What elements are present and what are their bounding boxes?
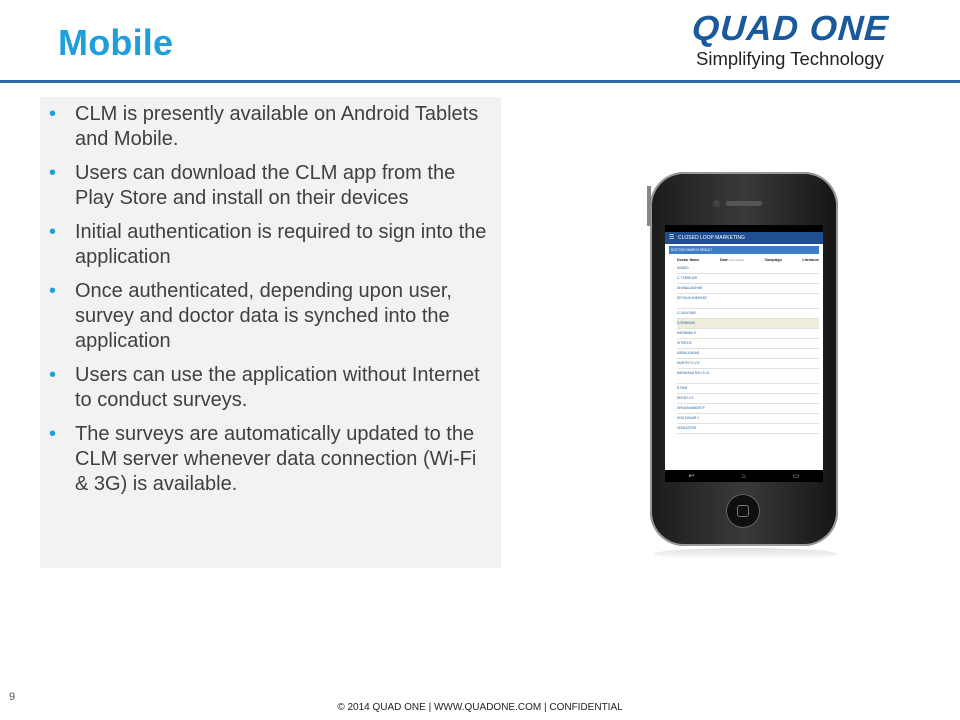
page-number: 9 [9, 691, 16, 703]
quad-one-logo [692, 10, 922, 72]
bullet-marker: • [49, 103, 57, 125]
bullet-text: Users can download the CLM app from the Play Store and install on their devices [75, 162, 456, 209]
back-icon: ↩ [688, 473, 695, 480]
bullet-item [49, 161, 491, 211]
bullet-item [49, 279, 491, 354]
android-nav-bar [665, 470, 823, 482]
table-row: HITISHI.B [677, 339, 819, 349]
col-campaign: Campaign [764, 258, 782, 262]
status-bar [665, 225, 823, 232]
table-header [665, 254, 823, 264]
col-date-note: (Last Visited) [728, 259, 744, 262]
phone-body [650, 172, 838, 546]
col-literature: Literature [802, 258, 819, 262]
bullet-marker: • [49, 364, 57, 386]
speaker-grille [726, 201, 762, 206]
bullet-list [40, 97, 501, 497]
table-row: KIRAN KUMAR [677, 349, 819, 359]
table-row: SHIVASHANKAR.P [677, 404, 819, 414]
bullet-text: The surveys are automatically updated to the CLM server whenever data connection (Wi-Fi & 3G) is available. [75, 423, 477, 495]
bullet-marker: • [49, 280, 57, 302]
col-date: Date (Last Visited) [719, 258, 744, 262]
bullet-text: Users can use the application without Internet to conduct surveys. [75, 364, 480, 411]
table-row: HARIBABU K [677, 329, 819, 339]
bullet-item [49, 422, 491, 497]
logo-tagline: Simplifying Technology [696, 48, 884, 69]
home-icon: ⌂ [741, 472, 746, 480]
search-result-bar: DOCTOR SEARCH RESULT [669, 246, 819, 254]
table-row: G.JAYA RAM [677, 309, 819, 319]
phone-screen [665, 225, 823, 482]
table-row: VENKATESH [677, 424, 819, 434]
app-bar [665, 232, 823, 244]
table-row: DR.RAJA SHEKHAR [677, 294, 819, 309]
camera-icon [713, 200, 720, 207]
footer-text: © 2014 QUAD ONE | WWW.QUADONE.COM | CONFIDENTIAL [337, 702, 623, 713]
home-button-icon [726, 494, 760, 528]
bullet-item [49, 102, 491, 152]
doctor-list [665, 264, 823, 434]
bullet-text-box [40, 97, 501, 568]
bullet-text: Once authenticated, depending upon user, survey and doctor data is synched into the application [75, 280, 452, 352]
col-doctor-name: Doctor Name [677, 258, 700, 262]
bullet-marker: • [49, 221, 57, 243]
table-row: C.T.SRIDHAR [677, 274, 819, 284]
recent-apps-icon: ▭ [792, 473, 800, 480]
bullet-text: Initial authentication is required to sign into the application [75, 221, 487, 268]
page-title: Mobile [58, 22, 174, 63]
table-row: NARAYANA RAO.S.V.L [677, 369, 819, 384]
app-title: CLOSED LOOP MARKETING [678, 235, 745, 241]
phone-image [650, 172, 840, 564]
table-row: R.RAM [677, 384, 819, 394]
menu-icon: ☰ [669, 235, 675, 241]
bullet-text: CLM is presently available on Android Tablets and Mobile. [75, 103, 479, 150]
table-row: MURTHY K.V.D [677, 359, 819, 369]
table-row: REDDY.V.S [677, 394, 819, 404]
header-divider [0, 80, 960, 83]
bullet-marker: • [49, 423, 57, 445]
phone-reflection [654, 548, 838, 560]
table-row: G.SRINIVAS [677, 319, 819, 329]
table-row: SIVA KUMAR V [677, 414, 819, 424]
bullet-item [49, 363, 491, 413]
bullet-item [49, 220, 491, 270]
logo-main-text: QUAD ONE [690, 9, 891, 48]
bullet-marker: • [49, 162, 57, 184]
table-row: DHANALAKSHMI [677, 284, 819, 294]
table-row: AHMED [677, 264, 819, 274]
